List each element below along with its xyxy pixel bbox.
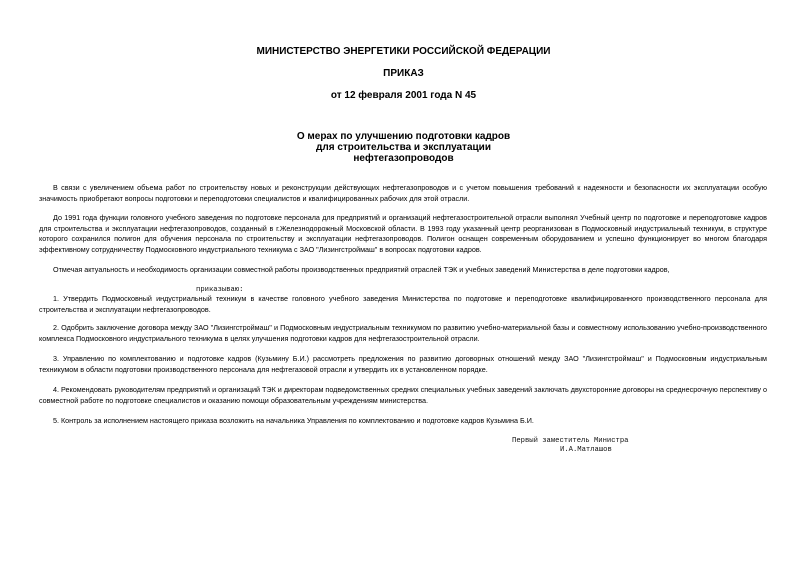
order-item-1: 1. Утвердить Подмосковный индустриальный техникум в качестве головного учебного заведения Министерства по подготовке и переподготовке квалифицированного производственного персонала для строительства и эксплуатации нефтегазопроводов.: [39, 294, 767, 314]
order-item-2: 2. Одобрить заключение договора между ЗАО "Лизингстроймаш" и Подмосковным индустриальным техникумом по развитию учебно-материальной базы и совместному использованию учебно-производственного комплекса Подмосковного индустриального техникума в целях улучшения подготовки кадров для нефтегазостроительной отрасли.: [39, 323, 767, 343]
title-line-1: О мерах по улучшению подготовки кадров: [296, 131, 511, 142]
signature-position: Первый заместитель Министра: [512, 437, 629, 445]
order-item-4: 4. Рекомендовать руководителям предприятий и организаций ТЭК и директорам подведомственных средних специальных учебных заведений заключать двухсторонние договоры на среднесрочную перспективу о совместной работе по подготовке специалистов и оказанию помощи образовательным учреждениям министерства.: [39, 385, 767, 405]
paragraph-history: До 1991 года функции головного учебного заведения по подготовке персонала для предприятий и организаций нефтегазостроительной отрасли выполнял Учебный центр по подготовке и переподготовке кадров для строительства и эксплуатации нефтегазопроводов, созданный в г.Железнодорожный Московской области. В 1993 году указанный центр реорганизован в Подмосковный индустриальный техникум, в структуре которого сохранился полигон для обучения персонала по строительству и эксплуатации нефтегазопроводов. Полигон оснащен современным оборудованием и успешно функционирует во многом благодаря эффективному сотрудничеству Подмосковного индустриального техникума с ЗАО "Лизингстроймаш" в вопросах подготовки кадров.: [39, 213, 767, 254]
title-line-3: нефтегазопроводов: [353, 153, 454, 164]
order-item-5: 5. Контроль за исполнением настоящего приказа возложить на начальника Управления по комплектованию и подготовке кадров Кузьмина Б.И.: [53, 416, 534, 425]
order-word: приказываю:: [196, 286, 244, 294]
paragraph-intro: В связи с увеличением объема работ по строительству новых и реконструкции действующих нефтегазопроводов и с учетом повышения требований к надежности и безопасности их эксплуатации особую значимость приобретают вопросы подготовки и переподготовки специалистов и квалифицированных рабочих для этой отрасли.: [39, 183, 767, 203]
title-line-2: для строительства и эксплуатации: [316, 142, 491, 153]
order-item-3: 3. Управлению по комплектованию и подготовке кадров (Кузьмину Б.И.) рассмотреть предложения по развитию договорных отношений между ЗАО "Лизингстроймаш" и Подмосковным индустриальным техникумом в области подготовки производственного персонала для нефтегазовой отрасли и утвердить их в установленном порядке.: [39, 354, 767, 374]
paragraph-considering: Отмечая актуальность и необходимость организации совместной работы производственных предприятий отраслей ТЭК и учебных заведений Министерства в деле подготовки кадров,: [53, 265, 670, 274]
date-and-number: от 12 февраля 2001 года N 45: [330, 90, 477, 101]
signature-name: И.А.Матлашов: [560, 446, 612, 454]
ministry-heading: МИНИСТЕРСТВО ЭНЕРГЕТИКИ РОССИЙСКОЙ ФЕДЕРАЦИИ: [256, 46, 551, 57]
document-type: ПРИКАЗ: [383, 68, 424, 79]
